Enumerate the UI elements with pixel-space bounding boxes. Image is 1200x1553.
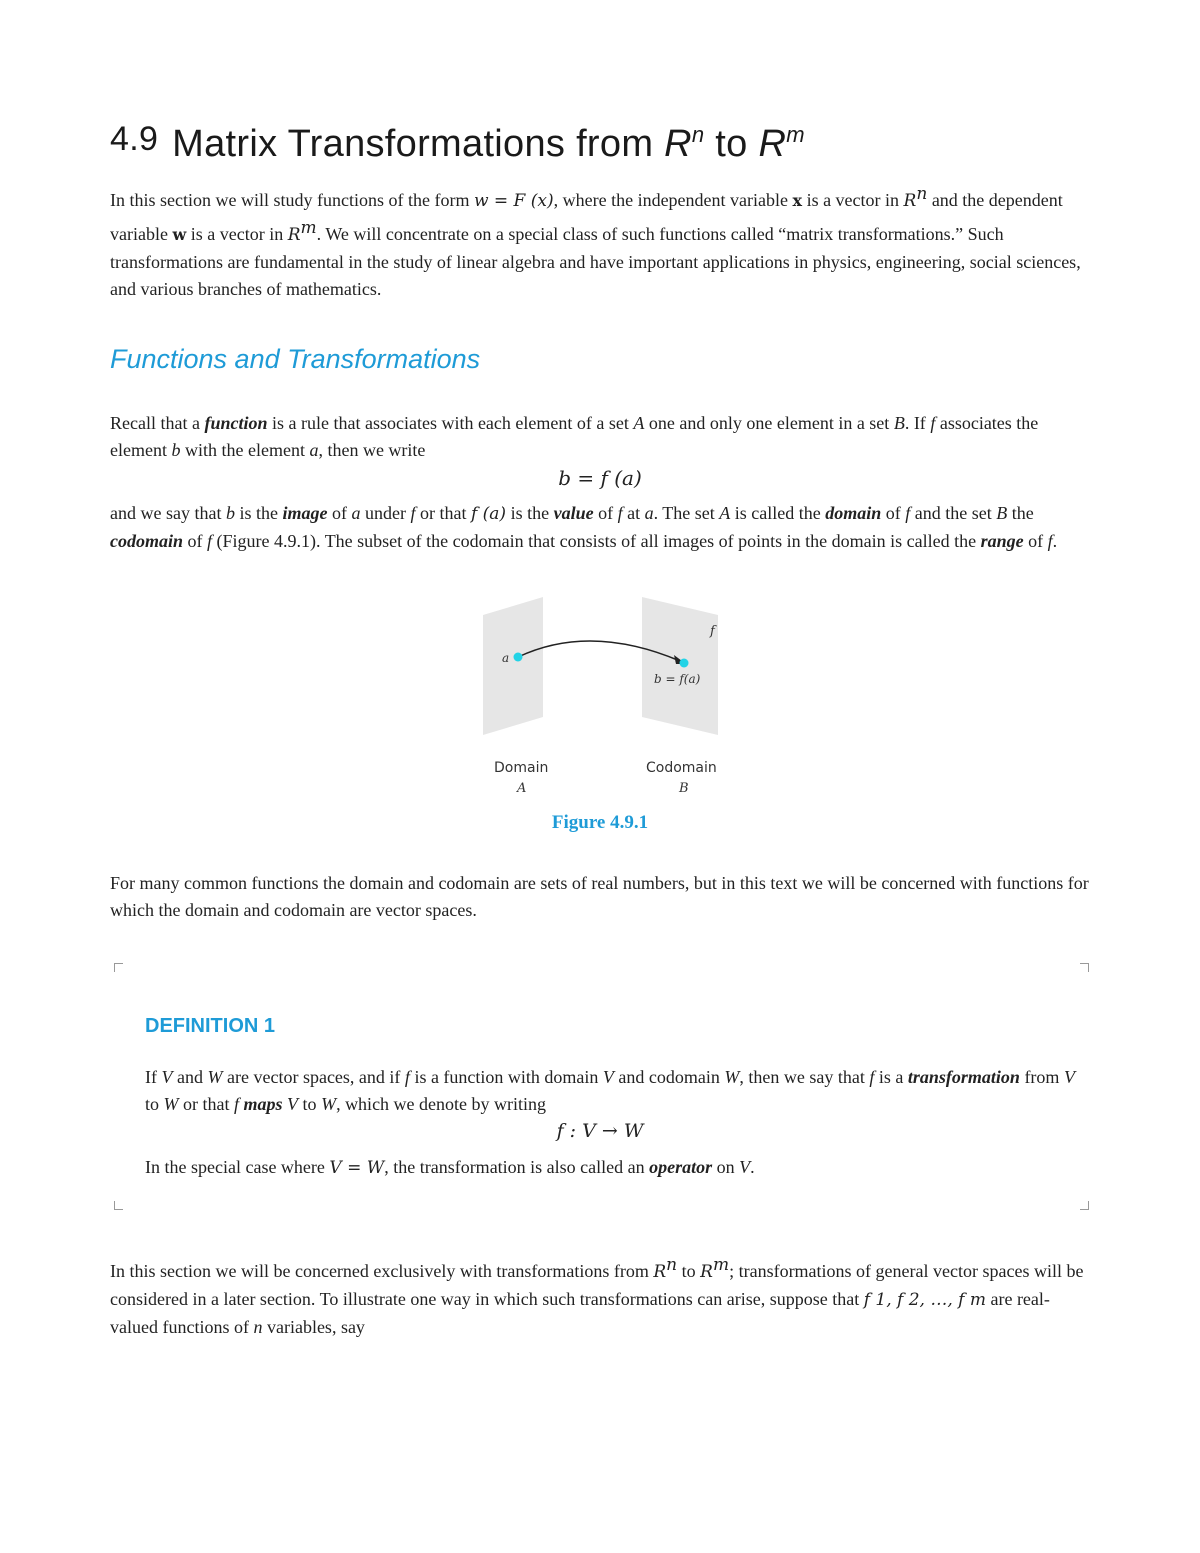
- codomain-label: Codomain: [646, 760, 717, 776]
- domain-set-label: A: [517, 781, 527, 796]
- image-paragraph: and we say that b is the image of a under f or that f (a) is the value of f at a. The set A is called the domain of f and the set B the codomain of f (Figure 4.9.1). The subset of the codomain that consists of all images of points in the domain is called the range of f.: [110, 503, 1058, 551]
- equation-f-maps-v-to-w: f : V → W: [556, 1120, 644, 1142]
- box-corner-bottom-right: [1080, 1201, 1089, 1210]
- operator-sentence: In the special case where V = W, the transformation is also called an operator on V.: [145, 1157, 755, 1178]
- term-domain: domain: [825, 503, 882, 523]
- figure-domain-codomain: [470, 595, 730, 805]
- term-image: image: [282, 503, 328, 523]
- codomain-set-label: B: [679, 781, 689, 796]
- term-transformation: transformation: [907, 1067, 1020, 1087]
- subsection-heading: Functions and Transformations: [110, 344, 481, 374]
- point-a: [514, 653, 523, 662]
- term-range: range: [980, 531, 1024, 551]
- codomain-panel: [642, 597, 718, 735]
- equation-b-equals-f-a: b = f (a): [558, 466, 642, 490]
- definition-body: If V and W are vector spaces, and if f is a function with domain V and codomain W, then we say that f is a transformation from V to W or that f maps V to W, which we denote by writing: [145, 1067, 1075, 1114]
- b-label: b = f(a): [654, 672, 701, 686]
- term-codomain: codomain: [110, 531, 184, 551]
- final-paragraph: In this section we will be concerned exclusively with transformations from $R^n$ to $R^m$; transformations of general vector spaces will be considered in a later section. To illustrate one way in which such transformations can arise, suppose that f 1, f 2, …, f m are real-valued functions of n variables, say: [110, 1255, 1084, 1337]
- figure-caption: Figure 4.9.1: [551, 812, 649, 833]
- box-corner-top-left: [114, 963, 123, 972]
- intro-paragraph: In this section we will study functions of the form w = F (x), where the independent variable x is a vector in $R^n$ and the dependent variable w is a vector in $R^m$. We will concentrate on a special class of such functions called “matrix transformations.” Such transformations are fundamental in the study of linear algebra and have important applications in physics, engineering, social sciences, and various branches of mathematics.: [110, 184, 1081, 299]
- definition-title: DEFINITION 1: [145, 1015, 276, 1037]
- domain-label: Domain: [494, 760, 549, 776]
- point-b: [680, 659, 689, 668]
- term-value: value: [553, 503, 594, 523]
- section-number: 4.9: [110, 120, 159, 158]
- box-corner-top-right: [1080, 963, 1089, 972]
- f-label: f: [710, 624, 715, 639]
- section-title: 4.9 Matrix Transformations from $R^n$ to $R^m$: [110, 120, 805, 165]
- term-operator: operator: [649, 1157, 713, 1177]
- common-functions-paragraph: For many common functions the domain and codomain are sets of real numbers, but in this text we will be concerned with functions for which the domain and codomain are vector spaces.: [110, 873, 1089, 920]
- domain-panel: [483, 597, 543, 735]
- term-function: function: [204, 413, 268, 433]
- term-maps: maps: [243, 1094, 283, 1114]
- recall-paragraph: Recall that a function is a rule that associates with each element of a set A one and only one element in a set B. If f associates the element b with the element a, then we write: [110, 413, 1039, 460]
- box-corner-bottom-left: [114, 1201, 123, 1210]
- a-label: a: [502, 651, 510, 665]
